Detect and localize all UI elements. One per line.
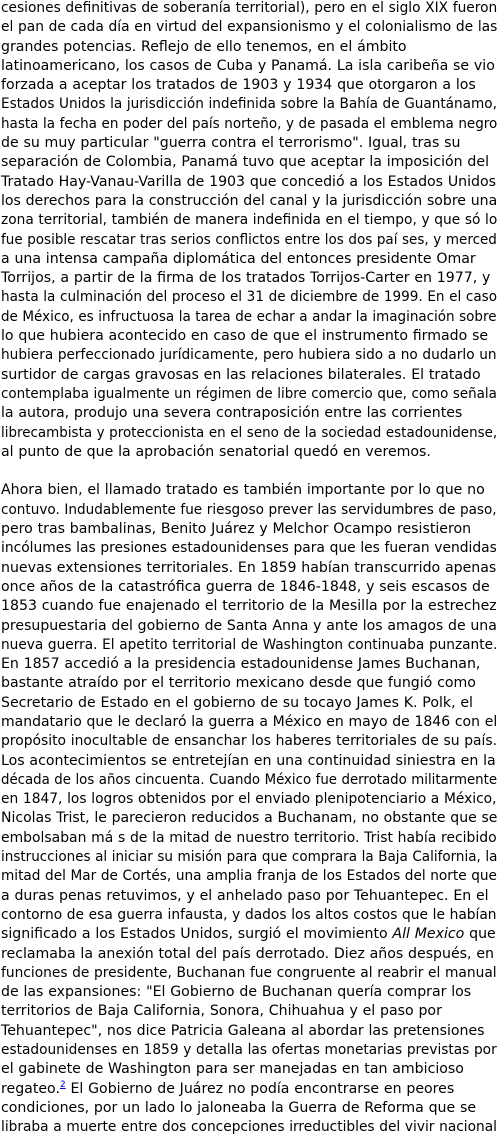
text-line: librecambista y proteccionista en el seno de la sociedad estadounidense, xyxy=(1,424,498,441)
text-line: Secretario de Estado en el gobierno de su tocayo James K. Polk, el xyxy=(1,694,473,711)
text-line: reclamaba la anexión total del país derrotado. Diez años después, en xyxy=(1,945,494,962)
text-segment: El Gobierno de Juárez no podía encontrarse en peores xyxy=(65,1080,455,1097)
text-line: a una intensa campaña diplomática del entonces presidente Omar xyxy=(1,250,476,267)
text-line: instrucciones al iniciar su misión para que comprara la Baja California, la xyxy=(1,849,498,866)
text-line: la autora, produjo una severa contraposición entre las corrientes xyxy=(1,405,463,422)
text-line: el gabinete de Washington para ser manejadas en tan ambicioso xyxy=(1,1061,464,1078)
text-line: fue posible rescatar tras serios conflictos entre los dos paí ses, y merced xyxy=(1,231,497,248)
text-line: contorno de esa guerra infausta, y dados los altos costos que le habían xyxy=(1,906,497,923)
text-line: de su muy particular "guerra contra el terrorismo". Igual, tras su xyxy=(1,135,461,152)
text-line: nueva guerra. El apetito territorial de Washington continuaba punzante. xyxy=(1,636,498,653)
text-line: latinoamericano, los casos de Cuba y Panamá. La isla caribeña se vio xyxy=(1,57,495,74)
text-line: Nicolas Trist, le parecieron reducidos a Buchanam, no obstante que se xyxy=(1,810,498,827)
text-line: contuvo. Indudablemente fue riesgoso prever las servidumbres de paso, xyxy=(1,501,497,518)
text-line: forzada a aceptar los tratados de 1903 y 1934 que otorgaron a los xyxy=(1,77,476,94)
text-line: cesiones definitivas de soberanía territorial), pero en el siglo XIX fueron xyxy=(1,0,498,16)
text-line: libraba a muerte entre dos concepciones irreductibles del vivir nacional xyxy=(1,1119,497,1136)
paragraph-2 xyxy=(1,481,499,1137)
text-line: funciones de presidente, Buchanan fue congruente al reabrir el manual xyxy=(1,964,497,981)
text-line: hasta la fecha en poder del país norteño, y de pasada el emblema negro xyxy=(1,115,498,132)
text-line: de las expansiones: "El Gobierno de Buchanan quería comprar los xyxy=(1,984,472,1001)
paragraph-1 xyxy=(1,0,499,462)
text-line: Torrijos, a partir de la firma de los tratados Torrijos-Carter en 1977, y xyxy=(1,270,491,287)
text-line: 1853 cuando fue enajenado el territorio de la Mesilla por la estrechez xyxy=(1,598,497,615)
text-line: separación de Colombia, Panamá tuvo que aceptar la imposición del xyxy=(1,154,490,171)
text-line: Estados Unidos la jurisdicción indefinida sobre la Bahía de Guantánamo, xyxy=(1,96,497,113)
text-line: nuevas extensiones territoriales. En 1859 habían transcurrido apenas xyxy=(1,559,497,576)
text-line: Tehuantepec", nos dice Patricia Galeana al abordar las pretensiones xyxy=(1,1022,485,1039)
text-line: incólumes las presiones estadounidenses para que les fueran vendidas xyxy=(1,540,497,557)
text-line: a duras penas retuvimos, y el anhelado paso por Tehuantepec. En el xyxy=(1,887,489,904)
text-line: pero tras bambalinas, Benito Juárez y Melchor Ocampo resistieron xyxy=(1,521,472,538)
text-line: Tratado Hay-Vanau-Varilla de 1903 que concedió a los Estados Unidos xyxy=(1,173,497,190)
text-line: mandatario que le declaró la guerra a México en mayo de 1846 con el xyxy=(1,713,498,730)
italic-term-all-mexico: All Mexico xyxy=(392,926,465,943)
text-line: territorios de Baja California, Sonora, Chihuahua y el paso por xyxy=(1,1003,442,1020)
document-page xyxy=(1,0,499,1138)
text-line: zona territorial, también de manera indefinida en el tiempo, y que só lo xyxy=(1,212,498,229)
text-line: condiciones, por un lado lo jaloneaba la Guerra de Reforma que se xyxy=(1,1099,477,1116)
text-line: al punto de que la aprobación senatorial quedó en veremos. xyxy=(1,443,431,460)
text-segment: significado a los Estados Unidos, surgió el movimiento xyxy=(1,926,393,943)
text-line: contemplaba igualmente un régimen de libre comercio que, como señala xyxy=(1,385,497,402)
text-line: mitad del Mar de Cortés, una amplia franja de los Estados del norte que xyxy=(1,868,497,885)
text-line: los derechos para la construcción del canal y la jurisdicción sobre una xyxy=(1,192,498,209)
text-line: propósito inocultable de ensanchar los haberes territoriales de su país. xyxy=(1,733,498,750)
text-line: once años de la catastrófica guerra de 1846-1848, y seis escasos de xyxy=(1,578,490,595)
text-segment: regateo. xyxy=(1,1080,60,1097)
text-line: lo que hubiera acontecido en caso de que el instrumento firmado se xyxy=(1,328,489,345)
text-line: hubiera perfeccionado jurídicamente, pero hubiera sido a no dudarlo un xyxy=(1,347,497,364)
text-line xyxy=(1,1080,497,1099)
paragraph-spacer xyxy=(1,462,499,481)
text-line: grandes potencias. Reflejo de ello tenemos, en el ámbito xyxy=(1,38,407,55)
text-line: hasta la culminación del proceso el 31 de diciembre de 1999. En el caso xyxy=(1,289,498,306)
text-line: en 1847, los logros obtenidos por el enviado plenipotenciario a México, xyxy=(1,791,497,808)
text-line: surtidor de cargas gravosas en las relaciones bilaterales. El tratado xyxy=(1,366,481,383)
text-line: década de los años cincuenta. Cuando México fue derrotado militarmente xyxy=(1,771,498,788)
text-line: el pan de cada día en virtud del expansionismo y el colonialismo de las xyxy=(1,19,498,36)
footnote-link[interactable]: 2 xyxy=(59,1079,66,1090)
text-line: bastante atraído por el territorio mexicano desde que fungió como xyxy=(1,675,476,692)
text-line: Los acontecimientos se entretejían en una continuidad siniestra en la xyxy=(1,752,496,769)
text-line xyxy=(1,925,497,944)
text-line: presupuestaria del gobierno de Santa Anna y ante los amagos de una xyxy=(1,617,497,634)
text-line: de México, es infructuosa la tarea de echar a andar la imaginación sobre xyxy=(1,308,497,325)
text-line: Ahora bien, el llamado tratado es también importante por lo que no xyxy=(1,482,485,499)
text-line: estadounidenses en 1859 y detalla las ofertas monetarias previstas por xyxy=(1,1042,497,1059)
text-line: embolsaban má s de la mitad de nuestro territorio. Trist había recibido xyxy=(1,829,497,846)
text-segment: que xyxy=(464,926,496,943)
text-line: En 1857 accedió a la presidencia estadounidense James Buchanan, xyxy=(1,656,481,673)
